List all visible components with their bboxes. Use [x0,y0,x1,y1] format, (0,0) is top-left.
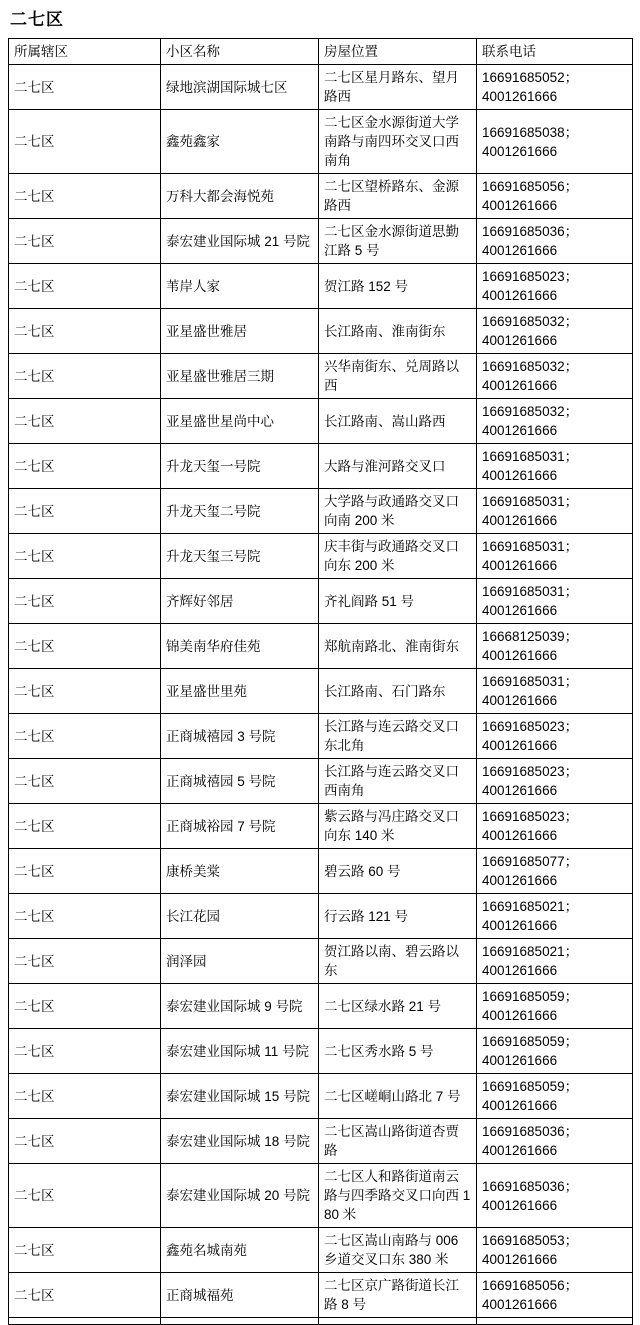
phone-line-primary: 16691685052； [482,70,579,85]
community-table [8,38,633,1325]
phone-line-primary: 16691685023； [482,809,579,824]
cell-community-name: 亚星盛世雅居三期 [161,354,319,399]
cell-community-name: 正商城福苑 [161,1273,319,1318]
phone-line-secondary: 4001261666 [482,648,558,663]
phone-line-secondary: 4001261666 [482,143,558,159]
cell-district: 二七区 [9,65,161,110]
cell-house-location: 郑航南路北、淮南街东 [319,624,477,669]
cell-house-location: 齐礼阎路 51 号 [319,579,477,624]
cell-contact-phone [477,219,633,264]
cell-community-name: 泰宏建业国际城 18 号院 [161,1119,319,1164]
cell-contact-phone [477,489,633,534]
cell-contact-phone [477,984,633,1029]
phone-line-secondary: 4001261666 [482,1252,558,1267]
cell-contact-phone [477,849,633,894]
column-header-community-name: 小区名称 [161,39,319,65]
table-row [9,1228,633,1273]
cell-contact-phone [477,65,633,110]
cell-district: 二七区 [9,110,161,174]
phone-line-primary: 16691685031； [482,449,579,464]
table-row [9,219,633,264]
cell-contact-phone [477,894,633,939]
page-title: 二七区 [10,10,64,29]
phone-line-secondary: 4001261666 [482,378,558,393]
cell-district [9,1318,161,1325]
phone-line-secondary: 4001261666 [482,603,558,618]
phone-line-primary: 16691685032； [482,404,579,419]
cell-house-location [319,1318,477,1325]
cell-contact-phone [477,534,633,579]
phone-line-primary: 16691685032； [482,314,579,329]
phone-line-primary: 16691685077； [482,854,579,869]
cell-community-name: 亚星盛世星尚中心 [161,399,319,444]
cell-community-name: 升龙天玺二号院 [161,489,319,534]
phone-line-secondary: 4001261666 [482,918,558,933]
cell-district: 二七区 [9,714,161,759]
phone-line-secondary: 4001261666 [482,783,558,798]
phone-line-primary: 16691685031； [482,584,579,599]
cell-district: 二七区 [9,669,161,714]
phone-line-primary: 16691685031； [482,494,579,509]
cell-community-name: 锦美南华府佳苑 [161,624,319,669]
cell-house-location: 二七区人和路街道南云路与四季路交叉口向西 180 米 [319,1164,477,1228]
cell-community-name: 鑫苑鑫家 [161,110,319,174]
cell-house-location: 二七区嵯峒山路北 7 号 [319,1074,477,1119]
cell-community-name: 亚星盛世里苑 [161,669,319,714]
table-row [9,579,633,624]
phone-line-primary: 16691685038； [482,124,579,140]
phone-line-secondary: 4001261666 [482,198,558,213]
cell-district: 二七区 [9,1164,161,1228]
table-row [9,1273,633,1318]
cell-district: 二七区 [9,804,161,849]
phone-line-primary: 16691685023； [482,764,579,779]
cell-community-name: 正商城裕园 7 号院 [161,804,319,849]
table-row [9,264,633,309]
cell-district: 二七区 [9,984,161,1029]
cell-contact-phone [477,1228,633,1273]
phone-line-secondary: 4001261666 [482,1143,558,1158]
table-row [9,1164,633,1228]
phone-line-secondary: 4001261666 [482,1053,558,1068]
phone-line-primary: 16691685032； [482,359,579,374]
cell-contact-phone [477,354,633,399]
cell-house-location: 二七区金水源街道大学南路与南四环交叉口西南角 [319,110,477,174]
phone-line-secondary: 4001261666 [482,1297,558,1312]
table-row [9,399,633,444]
cell-house-location: 长江路南、石门路东 [319,669,477,714]
cell-contact-phone [477,714,633,759]
table-row [9,849,633,894]
table-row [9,714,633,759]
cell-community-name: 亚星盛世雅居 [161,309,319,354]
cell-house-location: 二七区金水源街道思勤江路 5 号 [319,219,477,264]
phone-line-secondary: 4001261666 [482,1098,558,1113]
table-row [9,534,633,579]
cell-contact-phone [477,669,633,714]
cell-district: 二七区 [9,444,161,489]
cell-community-name [161,1318,319,1325]
cell-district: 二七区 [9,1119,161,1164]
cell-house-location: 长江路南、淮南街东 [319,309,477,354]
cell-contact-phone [477,1074,633,1119]
cell-contact-phone [477,939,633,984]
cell-house-location: 二七区秀水路 5 号 [319,1029,477,1074]
cell-district: 二七区 [9,399,161,444]
cell-contact-phone [477,444,633,489]
table-row [9,1074,633,1119]
table-row [9,1318,633,1325]
cell-house-location: 贺江路以南、碧云路以东 [319,939,477,984]
cell-house-location: 二七区嵩山路街道杏贾路 [319,1119,477,1164]
phone-line-primary: 16691685023； [482,269,579,284]
cell-house-location: 二七区望桥路东、金源路西 [319,174,477,219]
cell-contact-phone [477,264,633,309]
phone-line-primary: 16691685059； [482,989,579,1004]
phone-line-secondary: 4001261666 [482,513,558,528]
cell-house-location: 兴华南街东、兑周路以西 [319,354,477,399]
table-header [9,39,633,65]
cell-contact-phone [477,1318,633,1325]
table-row [9,65,633,110]
cell-district: 二七区 [9,534,161,579]
cell-contact-phone [477,1164,633,1228]
phone-line-primary: 16691685059； [482,1034,579,1049]
phone-line-primary: 16691685059； [482,1079,579,1094]
cell-community-name: 升龙天玺一号院 [161,444,319,489]
cell-house-location: 大路与淮河路交叉口 [319,444,477,489]
phone-line-secondary: 4001261666 [482,873,558,888]
cell-contact-phone [477,759,633,804]
cell-house-location: 大学路与政通路交叉口向南 200 米 [319,489,477,534]
cell-house-location: 二七区京广路街道长江路 8 号 [319,1273,477,1318]
cell-district: 二七区 [9,174,161,219]
phone-line-primary: 16691685031； [482,539,579,554]
phone-line-secondary: 4001261666 [482,693,558,708]
phone-line-primary: 16668125039； [482,629,579,644]
cell-house-location: 二七区嵩山南路与 006 乡道交叉口东 380 米 [319,1228,477,1273]
table-row [9,444,633,489]
table-header-row [9,39,633,65]
cell-contact-phone [477,1029,633,1074]
cell-district: 二七区 [9,849,161,894]
cell-community-name: 万科大都会海悦苑 [161,174,319,219]
phone-line-secondary: 4001261666 [482,1008,558,1023]
phone-line-secondary: 4001261666 [482,963,558,978]
cell-community-name: 鑫苑名城南苑 [161,1228,319,1273]
phone-line-secondary: 4001261666 [482,828,558,843]
cell-community-name: 泰宏建业国际城 20 号院 [161,1164,319,1228]
phone-line-secondary: 4001261666 [482,468,558,483]
table-row [9,174,633,219]
cell-contact-phone [477,399,633,444]
phone-line-secondary: 4001261666 [482,738,558,753]
cell-community-name: 泰宏建业国际城 11 号院 [161,1029,319,1074]
cell-house-location: 二七区星月路东、望月路西 [319,65,477,110]
column-header-house-location: 房屋位置 [319,39,477,65]
table-row [9,939,633,984]
cell-community-name: 康桥美棠 [161,849,319,894]
table-row [9,804,633,849]
cell-district: 二七区 [9,489,161,534]
cell-house-location: 行云路 121 号 [319,894,477,939]
cell-community-name: 泰宏建业国际城 21 号院 [161,219,319,264]
phone-line-primary: 16691685031； [482,674,579,689]
cell-district: 二七区 [9,579,161,624]
phone-line-primary: 16691685036； [482,224,579,239]
phone-line-primary: 16691685056； [482,1278,579,1293]
phone-line-primary: 16691685056； [482,179,579,194]
cell-district: 二七区 [9,1074,161,1119]
phone-line-primary: 16691685021； [482,944,579,959]
column-header-district: 所属辖区 [9,39,161,65]
table-row [9,984,633,1029]
cell-contact-phone [477,309,633,354]
cell-community-name: 正商城禧园 3 号院 [161,714,319,759]
cell-contact-phone [477,624,633,669]
cell-district: 二七区 [9,219,161,264]
phone-line-primary: 16691685036； [482,1124,579,1139]
cell-contact-phone [477,804,633,849]
cell-house-location: 二七区绿水路 21 号 [319,984,477,1029]
cell-district: 二七区 [9,1228,161,1273]
cell-community-name: 正商城禧园 5 号院 [161,759,319,804]
table-body [9,65,633,1325]
phone-line-secondary: 4001261666 [482,288,558,303]
cell-contact-phone [477,1273,633,1318]
cell-district: 二七区 [9,624,161,669]
cell-community-name: 苇岸人家 [161,264,319,309]
table-row [9,489,633,534]
phone-line-primary: 16691685023； [482,719,579,734]
cell-community-name: 绿地滨湖国际城七区 [161,65,319,110]
table-row [9,309,633,354]
table-row [9,1029,633,1074]
cell-community-name: 润泽园 [161,939,319,984]
cell-house-location: 长江路与连云路交叉口东北角 [319,714,477,759]
cell-district: 二七区 [9,264,161,309]
cell-community-name: 齐辉好邻居 [161,579,319,624]
cell-district: 二七区 [9,759,161,804]
table-row [9,894,633,939]
cell-house-location: 长江路与连云路交叉口西南角 [319,759,477,804]
cell-contact-phone [477,110,633,174]
table-row [9,759,633,804]
phone-line-secondary: 4001261666 [482,1197,558,1213]
table-row [9,1119,633,1164]
phone-line-primary: 16691685053； [482,1233,579,1248]
column-header-contact-phone: 联系电话 [477,39,633,65]
cell-contact-phone [477,174,633,219]
cell-community-name: 泰宏建业国际城 9 号院 [161,984,319,1029]
cell-community-name: 泰宏建业国际城 15 号院 [161,1074,319,1119]
cell-community-name: 升龙天玺三号院 [161,534,319,579]
cell-house-location: 紫云路与冯庄路交叉口向东 140 米 [319,804,477,849]
table-row [9,110,633,174]
cell-district: 二七区 [9,1029,161,1074]
cell-district: 二七区 [9,1273,161,1318]
phone-line-secondary: 4001261666 [482,558,558,573]
cell-contact-phone [477,579,633,624]
cell-district: 二七区 [9,309,161,354]
cell-district: 二七区 [9,939,161,984]
phone-line-secondary: 4001261666 [482,333,558,348]
cell-house-location: 碧云路 60 号 [319,849,477,894]
phone-line-primary: 16691685036； [482,1178,579,1194]
table-row [9,624,633,669]
cell-house-location: 庆丰街与政通路交叉口向东 200 米 [319,534,477,579]
phone-line-secondary: 4001261666 [482,89,558,104]
table-row [9,354,633,399]
cell-district: 二七区 [9,894,161,939]
phone-line-primary: 16691685021； [482,899,579,914]
table-row [9,669,633,714]
phone-line-secondary: 4001261666 [482,243,558,258]
cell-contact-phone [477,1119,633,1164]
cell-house-location: 贺江路 152 号 [319,264,477,309]
cell-house-location: 长江路南、嵩山路西 [319,399,477,444]
phone-line-secondary: 4001261666 [482,423,558,438]
cell-district: 二七区 [9,354,161,399]
cell-community-name: 长江花园 [161,894,319,939]
